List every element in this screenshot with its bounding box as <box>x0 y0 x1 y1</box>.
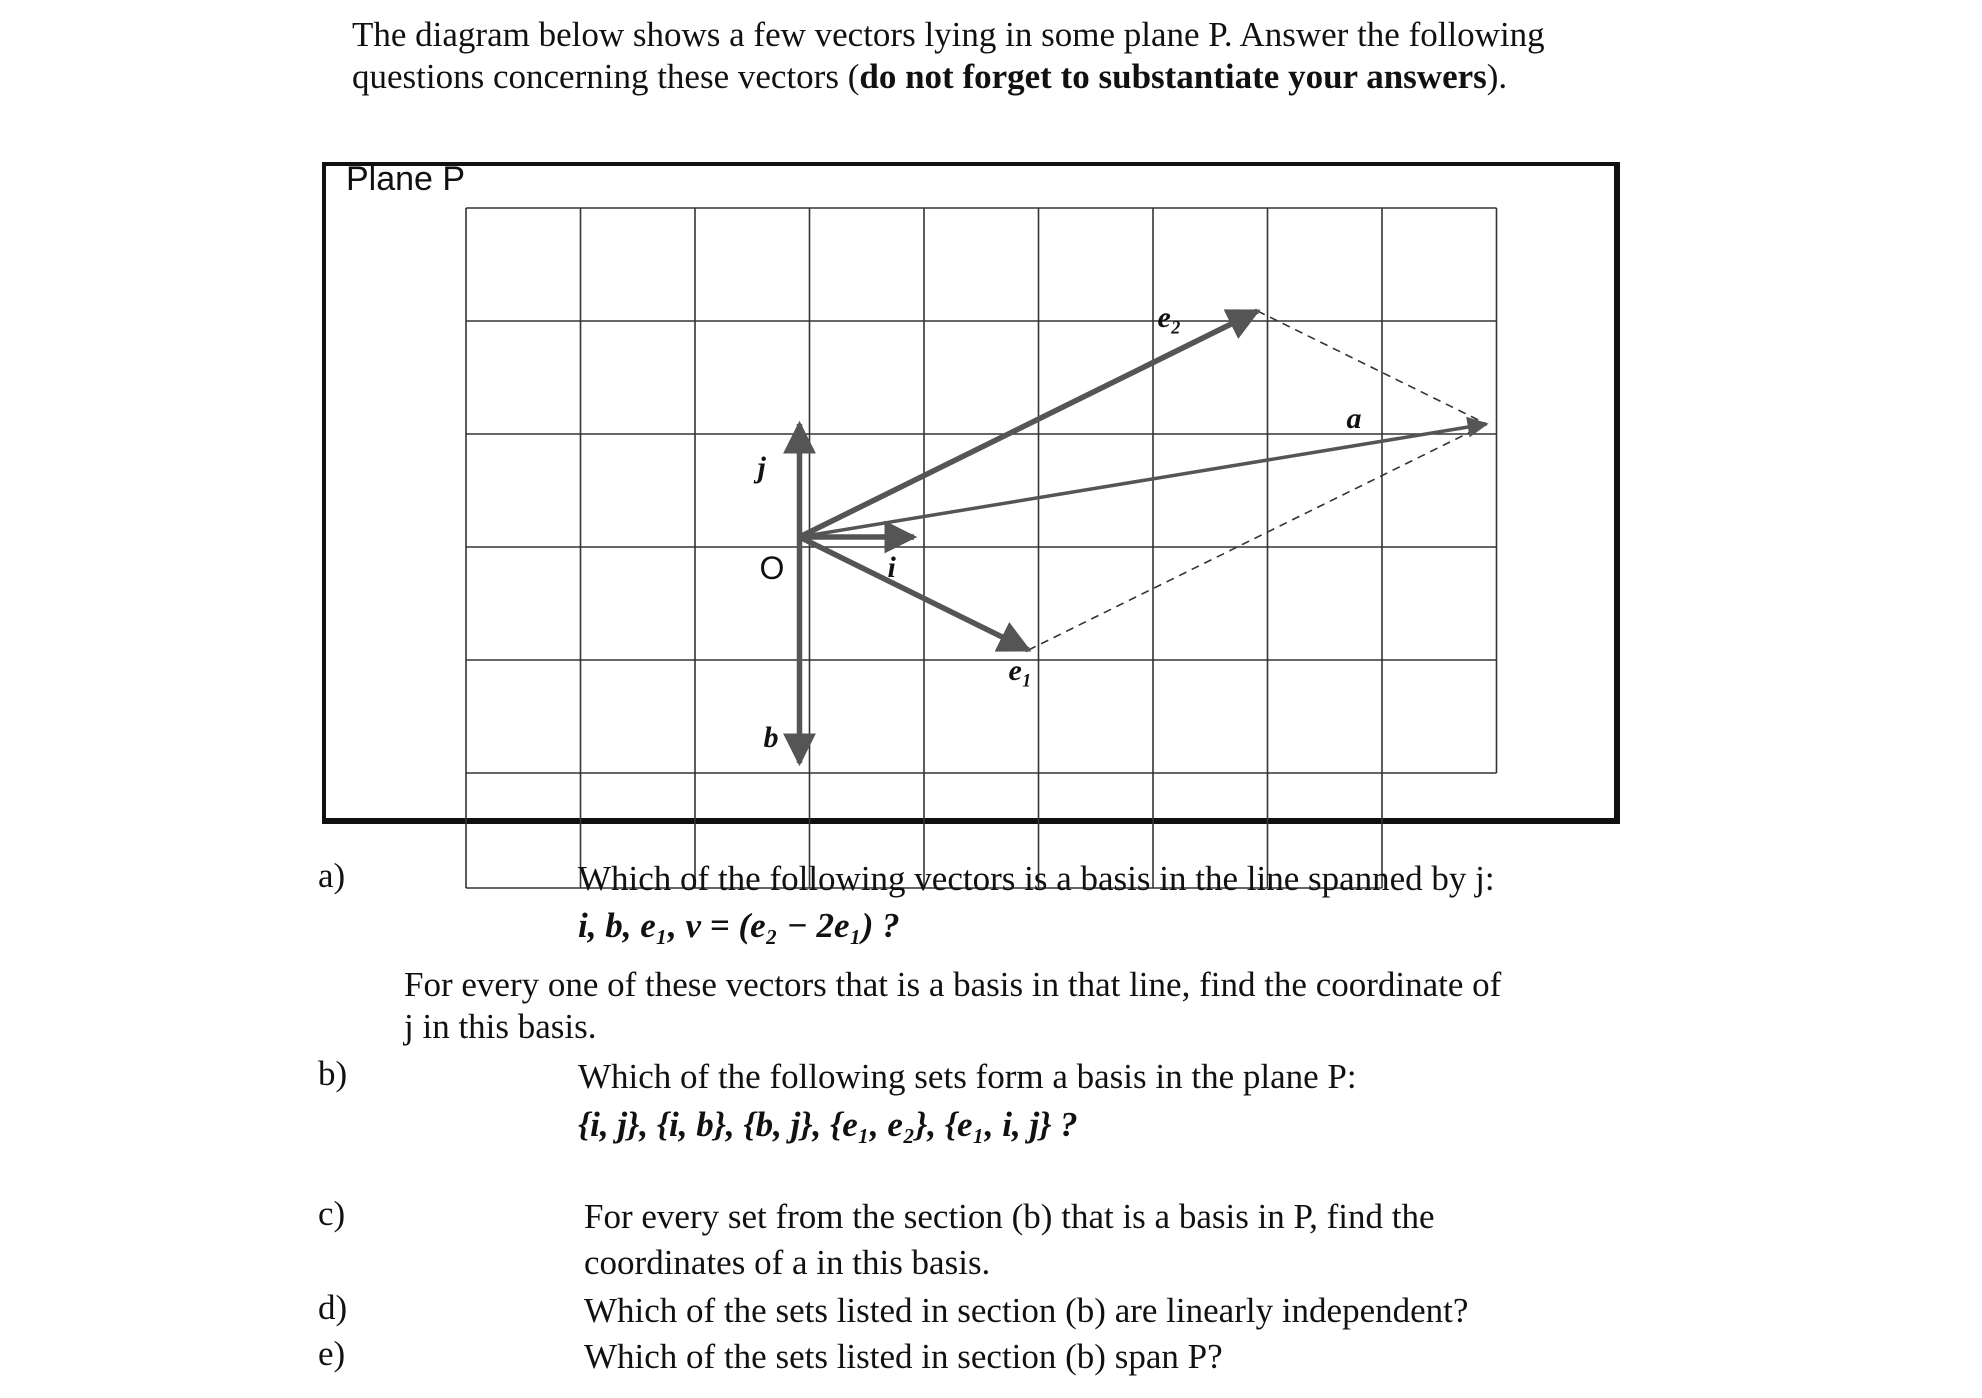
vector-label-e1: e₁ <box>1008 654 1033 687</box>
vector-label-b: b <box>763 721 779 754</box>
question-c-text: For every set from the section (b) that is a basis in P, find the <box>584 1197 1435 1236</box>
vector-labels <box>754 301 1362 754</box>
question-a-followup-2: j in this basis. <box>404 1007 597 1046</box>
dashed-guide-line <box>1258 311 1487 424</box>
vector-a <box>800 424 1487 537</box>
question-b-text: Which of the following sets form a basis in the plane P: <box>578 1057 1357 1096</box>
question-c-text-2: coordinates of a in this basis. <box>584 1243 991 1282</box>
vector-label-i: i <box>887 551 896 584</box>
vectors <box>800 311 1487 763</box>
question-d-text: Which of the sets listed in section (b) are linearly independent? <box>584 1291 1469 1330</box>
question-e-text: Which of the sets listed in section (b) span P? <box>584 1337 1223 1376</box>
dashed-lines <box>1029 311 1487 650</box>
question-a-vectors: i, b, e₁, v = (e₂ − 2e₁) ? <box>578 906 900 945</box>
question-c-letter: c) <box>318 1194 346 1233</box>
vector-e1 <box>800 537 1029 650</box>
vector-label-a: a <box>1346 402 1362 435</box>
question-d-letter: d) <box>318 1288 348 1327</box>
vector-e2 <box>800 311 1258 537</box>
question-e-letter: e) <box>318 1334 346 1373</box>
origin-label: O <box>759 550 785 586</box>
intro-text-end: ). <box>1486 57 1508 96</box>
vector-label-j: j <box>757 451 766 484</box>
vector-label-e2: e₂ <box>1157 301 1182 334</box>
question-b-sets: {i, j}, {i, b}, {b, j}, {e₁, e₂}, {e₁, i, j} ? <box>578 1105 1078 1144</box>
question-b-letter: b) <box>318 1054 348 1093</box>
question-a-letter: a) <box>318 856 346 895</box>
grid <box>466 208 1497 888</box>
question-a-followup: For every one of these vectors that is a basis in that line, find the coordinate of <box>404 965 1502 1004</box>
intro-text: The diagram below shows a few vectors lying in some plane P. Answer the following questions concerning these vectors ( <box>352 15 1545 96</box>
plane-label: Plane P <box>346 160 466 198</box>
intro-bold-text: do not forget to substantiate your answers <box>859 57 1487 96</box>
question-a-text: Which of the following vectors is a basis in the line spanned by j: <box>578 859 1495 898</box>
dashed-guide-line <box>1029 424 1487 650</box>
